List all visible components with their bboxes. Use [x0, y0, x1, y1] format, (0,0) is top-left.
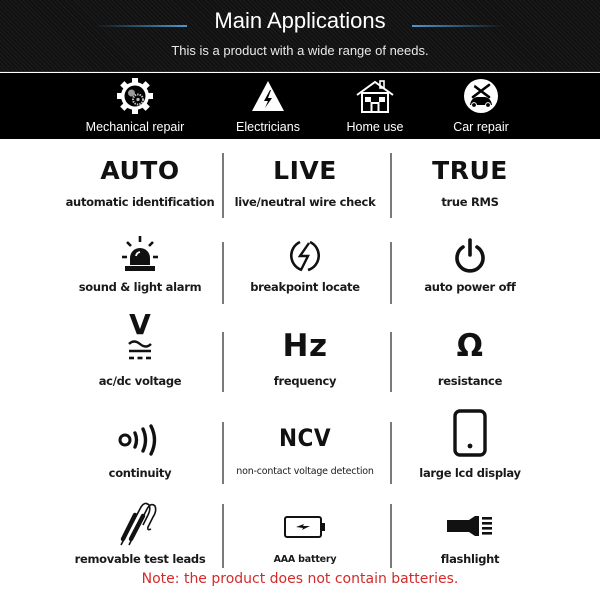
- feature-breakpoint-locate: [225, 234, 385, 304]
- applications-band: [0, 73, 600, 139]
- feature-caption: non-contact voltage detection: [236, 466, 374, 477]
- feature-aaa-battery: [225, 497, 385, 577]
- feature-caption: breakpoint locate: [250, 280, 360, 294]
- ac-dc-voltage-icon: [120, 310, 160, 362]
- application-label: Mechanical repair: [85, 120, 185, 134]
- column-divider: [222, 153, 224, 218]
- header-banner: [0, 0, 600, 72]
- application-mechanical-repair: [75, 73, 195, 139]
- title-accent-line-right: [412, 25, 504, 27]
- flashlight-icon: [445, 513, 495, 539]
- feature-continuity: [60, 404, 220, 484]
- feature-flashlight: [390, 497, 550, 577]
- application-label: Electricians: [236, 120, 300, 134]
- feature-title: TRUE: [432, 156, 508, 185]
- page-subtitle: This is a product with a wide range of needs.: [171, 43, 429, 58]
- car-wrench-icon: [460, 77, 502, 115]
- feature-caption: continuity: [108, 466, 172, 480]
- column-divider: [390, 153, 392, 218]
- gear-icon: [114, 77, 156, 115]
- feature-caption: ac/dc voltage: [98, 374, 182, 388]
- page-title: Main Applications: [214, 8, 386, 33]
- breakpoint-bolt-icon: [286, 237, 324, 275]
- lcd-display-icon: [450, 409, 490, 459]
- application-home-use: [315, 73, 435, 139]
- feature-auto: [60, 154, 220, 224]
- column-divider: [222, 332, 224, 392]
- power-icon: [451, 237, 489, 275]
- feature-caption: automatic identification: [65, 195, 215, 209]
- feature-title: AUTO: [100, 156, 180, 185]
- house-icon: [354, 77, 396, 115]
- test-leads-icon: [115, 499, 165, 549]
- ohm-symbol: Ω: [456, 328, 484, 364]
- continuity-icon: [117, 424, 163, 456]
- high-voltage-warning-icon: [247, 77, 289, 115]
- feature-caption: flashlight: [440, 552, 500, 566]
- column-divider: [222, 422, 224, 484]
- application-label: Car repair: [453, 120, 509, 134]
- application-electricians: [208, 73, 328, 139]
- feature-caption: large lcd display: [419, 466, 521, 480]
- voltage-symbol: V: [129, 308, 151, 341]
- feature-caption: removable test leads: [74, 552, 206, 566]
- feature-title: LIVE: [273, 156, 337, 185]
- feature-true-rms: [390, 154, 550, 224]
- feature-caption: true RMS: [441, 195, 499, 209]
- column-divider: [222, 504, 224, 568]
- feature-large-lcd-display: [390, 404, 550, 484]
- feature-ac-dc-voltage: [60, 310, 220, 390]
- column-divider: [390, 242, 392, 304]
- feature-frequency: [225, 310, 385, 390]
- feature-caption: sound & light alarm: [78, 280, 202, 294]
- column-divider: [390, 422, 392, 484]
- frequency-symbol: Hz: [282, 328, 328, 364]
- battery-note: Note: the product does not contain batteries.: [141, 571, 459, 587]
- application-label: Home use: [346, 120, 404, 134]
- feature-removable-test-leads: [60, 497, 220, 577]
- feature-caption: AAA battery: [273, 554, 337, 565]
- column-divider: [390, 332, 392, 392]
- column-divider: [390, 504, 392, 568]
- application-car-repair: [421, 73, 541, 139]
- feature-sound-light-alarm: [60, 234, 220, 304]
- feature-auto-power-off: [390, 234, 550, 304]
- feature-ncv: [225, 404, 385, 484]
- feature-caption: resistance: [437, 374, 503, 388]
- feature-resistance: [390, 310, 550, 390]
- feature-caption: frequency: [273, 374, 337, 388]
- ncv-symbol: NCV: [278, 424, 332, 452]
- feature-caption: auto power off: [424, 280, 516, 294]
- battery-icon: [282, 515, 328, 539]
- feature-live: [225, 154, 385, 224]
- column-divider: [222, 242, 224, 304]
- alarm-light-icon: [117, 234, 163, 274]
- feature-caption: live/neutral wire check: [234, 195, 376, 209]
